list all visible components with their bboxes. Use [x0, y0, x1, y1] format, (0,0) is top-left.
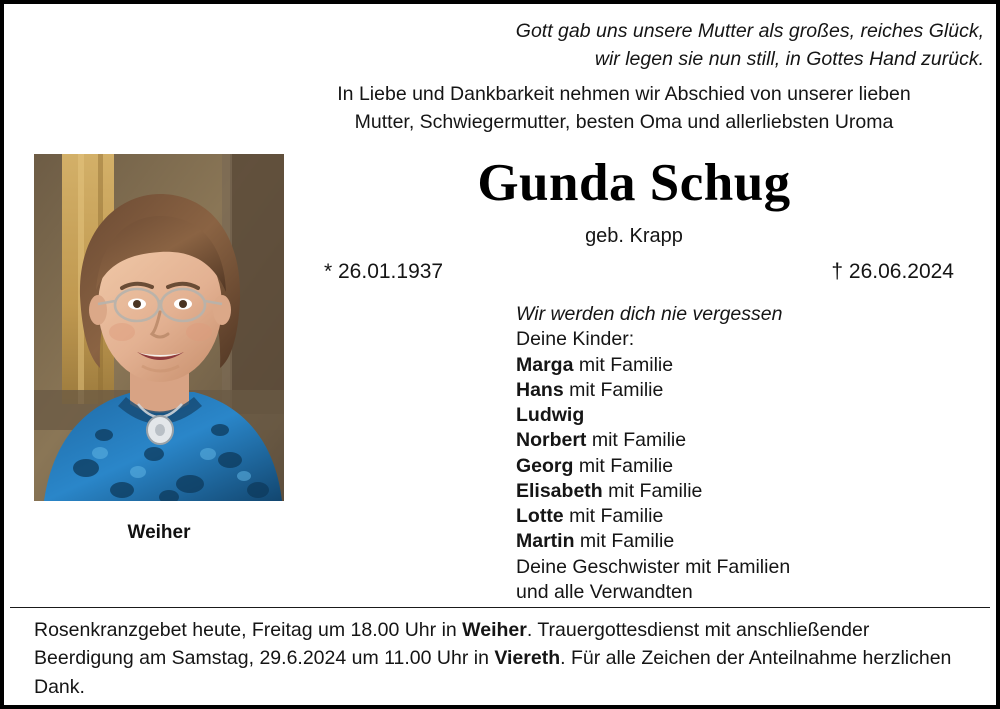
family-member-suffix: mit Familie	[563, 378, 664, 401]
maiden-name: geb. Krapp	[585, 225, 683, 247]
service-text-part-3: . Für alle Zeichen der Anteilnahme herzlichen Dank.	[34, 647, 952, 698]
life-dates	[324, 260, 954, 284]
family-member-name: Ludwig	[516, 404, 585, 426]
children-label: Deine Kinder:	[516, 328, 635, 351]
family-member	[516, 403, 966, 428]
portrait-photo	[34, 154, 284, 501]
verse-line-2: wir legen sie nun still, in Gottes Hand zurück.	[594, 47, 984, 70]
photo-caption: Weiher	[127, 522, 191, 543]
family-member-suffix: mit Familie	[563, 505, 664, 527]
service-place-2: Viereth	[494, 647, 561, 670]
family-member	[516, 454, 966, 479]
intro-line-2: Mutter, Schwiegermutter, besten Oma und allerliebsten Uroma	[354, 111, 894, 134]
family-member-name: Norbert	[516, 429, 587, 452]
intro-block	[274, 80, 974, 137]
service-text-part-2: . Trauergottesdienst mit anschließender Beerdigung am Samstag, 29.6.2024 um 11.00 Uhr in	[34, 619, 870, 670]
remembrance-line: Wir werden dich nie vergessen	[516, 303, 783, 325]
family-member-suffix: mit Familie	[602, 479, 703, 502]
family-member-suffix: mit Familie	[573, 353, 674, 376]
family-member-name: Marga	[516, 353, 574, 376]
family-member	[516, 353, 966, 378]
family-member	[516, 378, 966, 403]
family-member-suffix: mit Familie	[574, 530, 675, 553]
birth-date: * 26.01.1937	[324, 260, 444, 283]
verse-block	[304, 18, 984, 73]
family-member-name: Lotte	[516, 505, 564, 527]
notice-inner	[4, 4, 996, 705]
deceased-name: Gunda Schug	[477, 154, 791, 212]
death-date: † 26.06.2024	[831, 260, 954, 283]
service-details	[34, 616, 969, 701]
family-member	[516, 529, 966, 554]
family-member	[516, 428, 966, 453]
verse-line-1: Gott gab uns unsere Mutter als großes, reiches Glück,	[515, 20, 984, 42]
family-member-suffix: mit Familie	[586, 429, 687, 452]
relatives-line-2: und alle Verwandten	[516, 580, 693, 603]
intro-line-1: In Liebe und Dankbarkeit nehmen wir Abschied von unserer lieben	[337, 83, 911, 105]
family-member-suffix: mit Familie	[573, 454, 674, 477]
family-member-name: Martin	[516, 530, 575, 553]
divider	[10, 607, 990, 608]
family-member-name: Georg	[516, 454, 574, 477]
family-member	[516, 504, 966, 529]
service-place-1: Weiher	[462, 619, 527, 641]
family-member-name: Elisabeth	[516, 479, 603, 502]
relatives-line-1: Deine Geschwister mit Familien	[516, 555, 791, 578]
family-block	[516, 302, 966, 605]
family-member-name: Hans	[516, 378, 564, 401]
service-text-part-1: Rosenkranzgebet heute, Freitag um 18.00 Uhr in	[34, 619, 463, 641]
family-member	[516, 479, 966, 504]
